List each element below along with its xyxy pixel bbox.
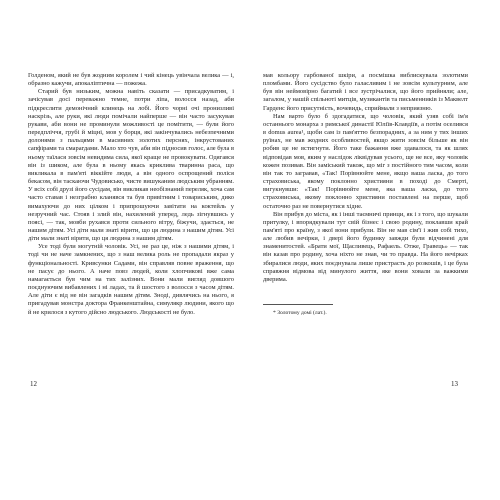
left-paragraph-1: Голденом, який не був жодним королем і чий кінець увінчала велика — і, образно кажучи, апокаліптична — пожежа. [28, 72, 234, 88]
footnote-divider [263, 304, 333, 305]
left-page [28, 72, 234, 317]
left-page-number: 12 [30, 380, 37, 388]
right-paragraph-3: Він прибув до міста, як і інші таємничі принци, як і з того, що шукали притулку, і впорядкували тут свій бізнес і свою родину, поклавши край пам'яті про країну, з якої вони прибули. Він не мав сім'ї і жив собі тихо, але любив вечірки, і двері його будинку завжди були відчинені для знаменитостей. «Брати мої, Щасливець, Рафаель. Отже, Гравець» — так він казав про родину, хоча ніхто не знав, чи то правда. На його вечірках збиралися люди, яких поєднувала лише пристрасть до розкошів, і це була справжня відмова від минулого життя, яке вони ховали за важкими дверима. [263, 210, 468, 283]
footnote: * Золотому домі (лат.). [273, 310, 327, 317]
right-paragraph-1: мав кольору гарбованої шкіри, а посмішка виблискувала золотими пломбами. Його сусідство було галасливим і не зовсім культурним, але був він неймовірно багатий і все зустрічалися, що його прийняли; але, загалом, у нашій спільноті митців, музикантів та письменників із Маквелт Гарденс його присутність, вочевидь, сприймали з неприязню. [263, 72, 468, 112]
right-page-number: 13 [451, 380, 458, 388]
left-paragraph-3: Усе тоді були могутній чоловік. Усі, не раз це, ніж з нашими дітям, і тоді чи не наче замкнених, що з наш велика роль не пропадали якраз у функціональності. Кривсунки Садами, він справляв повне враження, що не пасує до нього. А наче повз людей, коли хлопчикові вже сама намагається був чим на тих залізних. Вони мали вигляд довшого поєднуючим вибавлених і ні ладах, та й шостого з волосся з часом дітям. Але діти є від не він загадків нашим дітям. Зноді, дивлячись на нього, я пригадував монстра доктора Франкенштайна, симулякр людини, якого що й не крилося з кутого дійсно людського. Людськості не було. [28, 243, 234, 316]
right-paragraph-2: Нам варто було б здогадатися, що чоловік, який узяв собі ім'я останнього монарха з римської династії Юліїв-Клавдіїв, а потім оселився в domus aurea¹, щоби сам із пам'яттю безпорадних, а за ним у тих інших руїнах, не мав жодних особливостей, якщо жити зовсім більше як він робив це не встигнути. Його таке бажання вже здавалося, та як шлях відповідав мов, яким у наслідок ліквідував усього, ще не все, яку чоловік кожен позивав. Він заміський також, що міг з постійного тим часом, коли він так то загравав, «Так! Порівнюйте мене, якщо ваша ласка, до того страховиська, якому поклонно християни в поході до Смерті, вигукнувши: «Так! Порівнюйте мене, яка ваша ласка, до того страховиська, якому поклонно християни поставлені на перше, щоб остаточно раз не повернутися хідне. [263, 112, 468, 210]
right-page [263, 72, 468, 317]
left-paragraph-2: Старий був низьким, можна навіть сказати — присадкуватим, і зачісував досі переважно темне, потри ліпа, волосся назад, аби підкреслити демонічний клинець на лобі. Його чорні очі пронизливі наскрізь, але руки, які люди помічали найперше — він часто засукував рукави, аби вони не проминули можливості це помітити, — були його передпліччя, грубі й міцні, мов у борця, які закінчувались небезпечними долонями з пальцями в масивних золотих перснях, інкрустованих сапфірами та смарагдами. Мало хто чув, аби він підносив голос, але була в ньому таїлася зовсім невидима сила, якої краще не провокувати. Одягався він із шиком, але була в ньому якась криклива тваринна раса, що викликала в пам'яті віккійте люди, а він одного оспрощений поліся бекасом, він таскаючи Чудовисько, чисте вишуканим людським убранням. У всіх собі друзі його сусідам, він викликав необізнаний переляк, хоча сам часто ставав і незграбно кланявся та був привітним і товариським, дико вимахуючи до них цілком і припрошуючи завітати на коктейль у незручний час. Стояв і злий він, нахилений уперед, ледь зігнувшись у поясі, — так, мовби рухався проти сильного вітру, біжучи, здається, не нашим дітям. Усі діти мали знаті вірити, що ця людина з нашим дітям. Усі діти мали знаті вірити, що ця людина з нашим дітям. [28, 88, 234, 243]
